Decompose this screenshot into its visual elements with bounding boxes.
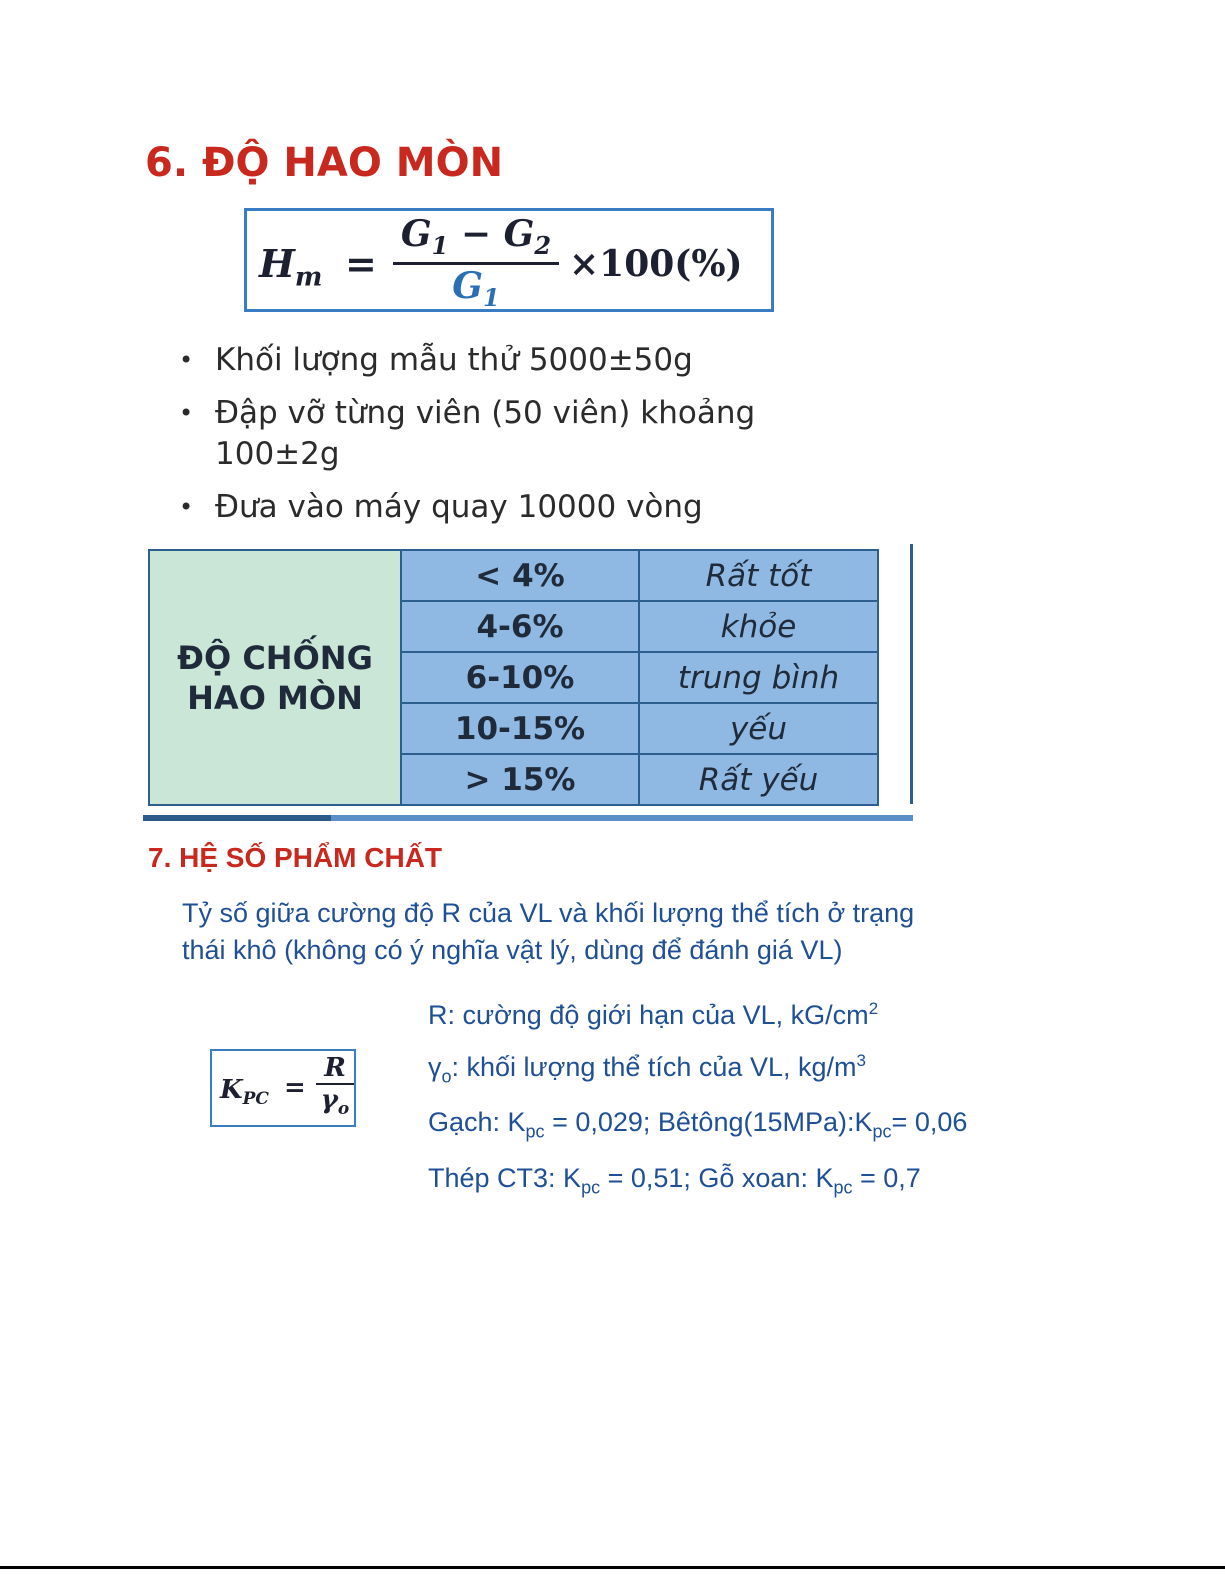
wear-formula <box>244 208 774 312</box>
formula-multiplier: ×100(%) <box>569 243 743 285</box>
formula-denominator: $\gamma_o$ <box>320 1085 350 1120</box>
formula-equals: = <box>284 1073 306 1103</box>
table-header-cell: ĐỘ CHỐNG HAO MÒN <box>149 550 401 805</box>
page-bottom-border <box>0 1566 1225 1569</box>
formula-lhs: $H_m$ <box>259 241 323 293</box>
wear-resistance-table <box>148 549 879 806</box>
section-6-title: 6. ĐỘ HAO MÒN <box>145 140 504 186</box>
range-cell: 10-15% <box>401 703 639 754</box>
formula-numerator: R <box>316 1053 354 1085</box>
divider <box>143 815 331 821</box>
formula-equals: = <box>345 241 377 286</box>
quality-cell: trung bình <box>639 652 878 703</box>
note-density: $\gamma_o$: khối lượng thể tích của VL, $kg/m^3$ <box>428 1051 866 1087</box>
list-item: • Khối lượng mẫu thử 5000±50g <box>175 340 855 381</box>
quality-coefficient-description: Tỷ số giữa cường độ R của VL và khối lượng thể tích ở trạng thái khô (không có ý nghĩa vật lý, dùng để đánh giá VL) <box>182 898 915 965</box>
coefficient-notes <box>428 986 967 1210</box>
quality-cell: Rất yếu <box>639 754 878 805</box>
formula-lhs: $K_{PC}$ <box>220 1075 269 1110</box>
range-cell: > 15% <box>401 754 639 805</box>
formula-numerator: $G_1 - G_2$ <box>393 213 559 265</box>
table-row <box>149 550 878 601</box>
note-brick-concrete: Gạch: $K_{pc} = 0,029$; $Bêtông(15MPa):K_{pc}= 0,06$ <box>428 1107 968 1142</box>
bullet-icon: • <box>179 399 194 427</box>
kpc-formula <box>210 1049 356 1127</box>
quality-cell: khỏe <box>639 601 878 652</box>
test-steps-list <box>175 340 855 540</box>
range-cell: < 4% <box>401 550 639 601</box>
list-item: • Đưa vào máy quay 10000 vòng <box>175 487 855 528</box>
quality-cell: Rất tốt <box>639 550 878 601</box>
range-cell: 4-6% <box>401 601 639 652</box>
quality-cell: yếu <box>639 703 878 754</box>
formula-denominator: $G_1$ <box>452 265 500 313</box>
formula-fraction <box>393 213 559 312</box>
bullet-icon: • <box>179 493 194 521</box>
table-right-edge <box>910 544 913 804</box>
bullet-icon: • <box>179 346 194 374</box>
list-item: • Đập vỡ từng viên (50 viên) khoảng 100±2g <box>179 395 756 472</box>
formula-fraction <box>316 1053 354 1119</box>
note-strength: R: cường độ giới hạn của VL, $kG/cm^2$ <box>428 999 879 1030</box>
range-cell: 6-10% <box>401 652 639 703</box>
section-7-title: 7. HỆ SỐ PHẨM CHẤT <box>148 842 443 873</box>
note-steel-wood: Thép CT3: $K_{pc} = 0,51$; Gỗ xoan: $K_{pc} = 0,7$ <box>428 1162 921 1198</box>
